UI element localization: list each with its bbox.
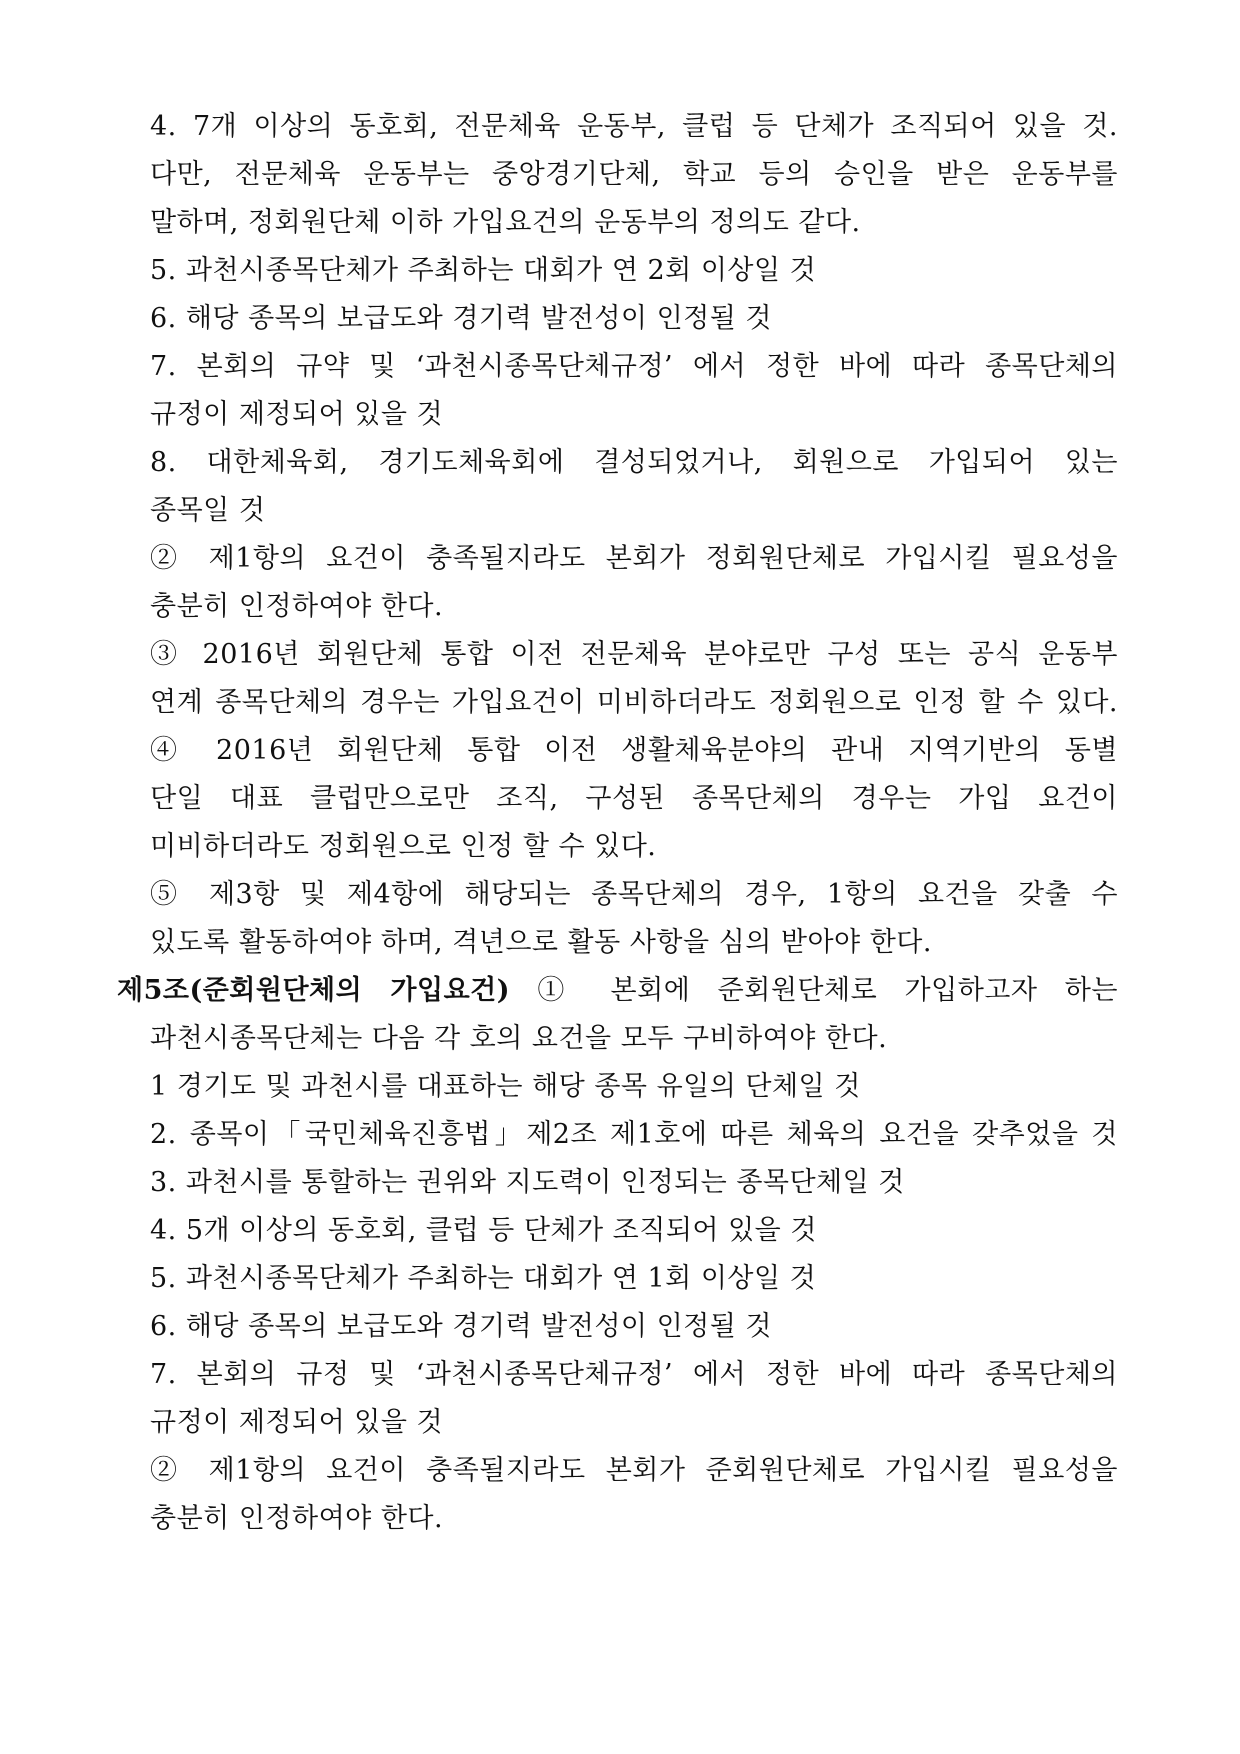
art4-item7-line2: 규정이 제정되어 있을 것 xyxy=(150,399,444,430)
art4-item5: 5. 과천시종목단체가 주최하는 대회가 연 2회 이상일 것 xyxy=(150,255,817,286)
art5-item5: 5. 과천시종목단체가 주최하는 대회가 연 1회 이상일 것 xyxy=(150,1263,817,1294)
art5-item6: 6. 해당 종목의 보급도와 경기력 발전성이 인정될 것 xyxy=(150,1311,772,1342)
art4-para2-line1: ② 제1항의 요건이 충족될지라도 본회가 정회원단체로 가입시킬 필요성을 xyxy=(150,543,1118,574)
art4-item4-line2: 다만, 전문체육 운동부는 중앙경기단체, 학교 등의 승인을 받은 운동부를 xyxy=(150,159,1118,190)
art4-item6: 6. 해당 종목의 보급도와 경기력 발전성이 인정될 것 xyxy=(150,303,772,334)
art4-para4-line2: 단일 대표 클럽만으로만 조직, 구성된 종목단체의 경우는 가입 요건이 xyxy=(150,783,1118,814)
art5-intro-line2: 과천시종목단체는 다음 각 호의 요건을 모두 구비하여야 한다. xyxy=(150,1023,888,1054)
art4-para3-line2: 연계 종목단체의 경우는 가입요건이 미비하더라도 정회원으로 인정 할 수 있다. xyxy=(150,687,1118,718)
art5-item7-line2: 규정이 제정되어 있을 것 xyxy=(150,1407,444,1438)
art5-heading: 제5조(준회원단체의 가입요건) xyxy=(117,975,511,1006)
art4-para5-line2: 있도록 활동하여야 하며, 격년으로 활동 사항을 심의 받아야 한다. xyxy=(150,927,932,958)
art4-item4-line1: 4. 7개 이상의 동호회, 전문체육 운동부, 클럽 등 단체가 조직되어 있을 것. xyxy=(150,111,1118,142)
art5-item4: 4. 5개 이상의 동호회, 클럽 등 단체가 조직되어 있을 것 xyxy=(150,1215,817,1246)
art4-para2-line2: 충분히 인정하여야 한다. xyxy=(150,591,444,622)
art4-para5-line1: ⑤ 제3항 및 제4항에 해당되는 종목단체의 경우, 1항의 요건을 갖출 수 xyxy=(150,879,1118,910)
art5-item3: 3. 과천시를 통할하는 권위와 지도력이 인정되는 종목단체일 것 xyxy=(150,1167,905,1198)
art4-item7-line1: 7. 본회의 규약 및 ‘과천시종목단체규정’ 에서 정한 바에 따라 종목단체의 xyxy=(150,351,1118,382)
art5-item2: 2. 종목이「국민체육진흥법」제2조 제1호에 따른 체육의 요건을 갖추었을 것 xyxy=(150,1119,1118,1150)
art4-item8-line1: 8. 대한체육회, 경기도체육회에 결성되었거나, 회원으로 가입되어 있는 xyxy=(150,447,1118,478)
art4-para4-line3: 미비하더라도 정회원으로 인정 할 수 있다. xyxy=(150,831,657,862)
art4-item8-line2: 종목일 것 xyxy=(150,495,266,526)
art5-intro: ① 본회에 준회원단체로 가입하고자 하는 xyxy=(537,975,1118,1006)
art5-para2-line2: 충분히 인정하여야 한다. xyxy=(150,1503,444,1534)
art4-para3-line1: ③ 2016년 회원단체 통합 이전 전문체육 분야로만 구성 또는 공식 운동부 xyxy=(150,639,1118,670)
art5-item1: 1 경기도 및 과천시를 대표하는 해당 종목 유일의 단체일 것 xyxy=(150,1071,861,1102)
art4-item4-line3: 말하며, 정회원단체 이하 가입요건의 운동부의 정의도 같다. xyxy=(150,207,861,238)
art5-para2-line1: ② 제1항의 요건이 충족될지라도 본회가 준회원단체로 가입시킬 필요성을 xyxy=(150,1455,1118,1486)
art5-heading-line xyxy=(117,974,1118,1008)
art5-item7-line1: 7. 본회의 규정 및 ‘과천시종목단체규정’ 에서 정한 바에 따라 종목단체의 xyxy=(150,1359,1118,1390)
art4-para4-line1: ④ 2016년 회원단체 통합 이전 생활체육분야의 관내 지역기반의 동별 xyxy=(150,735,1118,766)
